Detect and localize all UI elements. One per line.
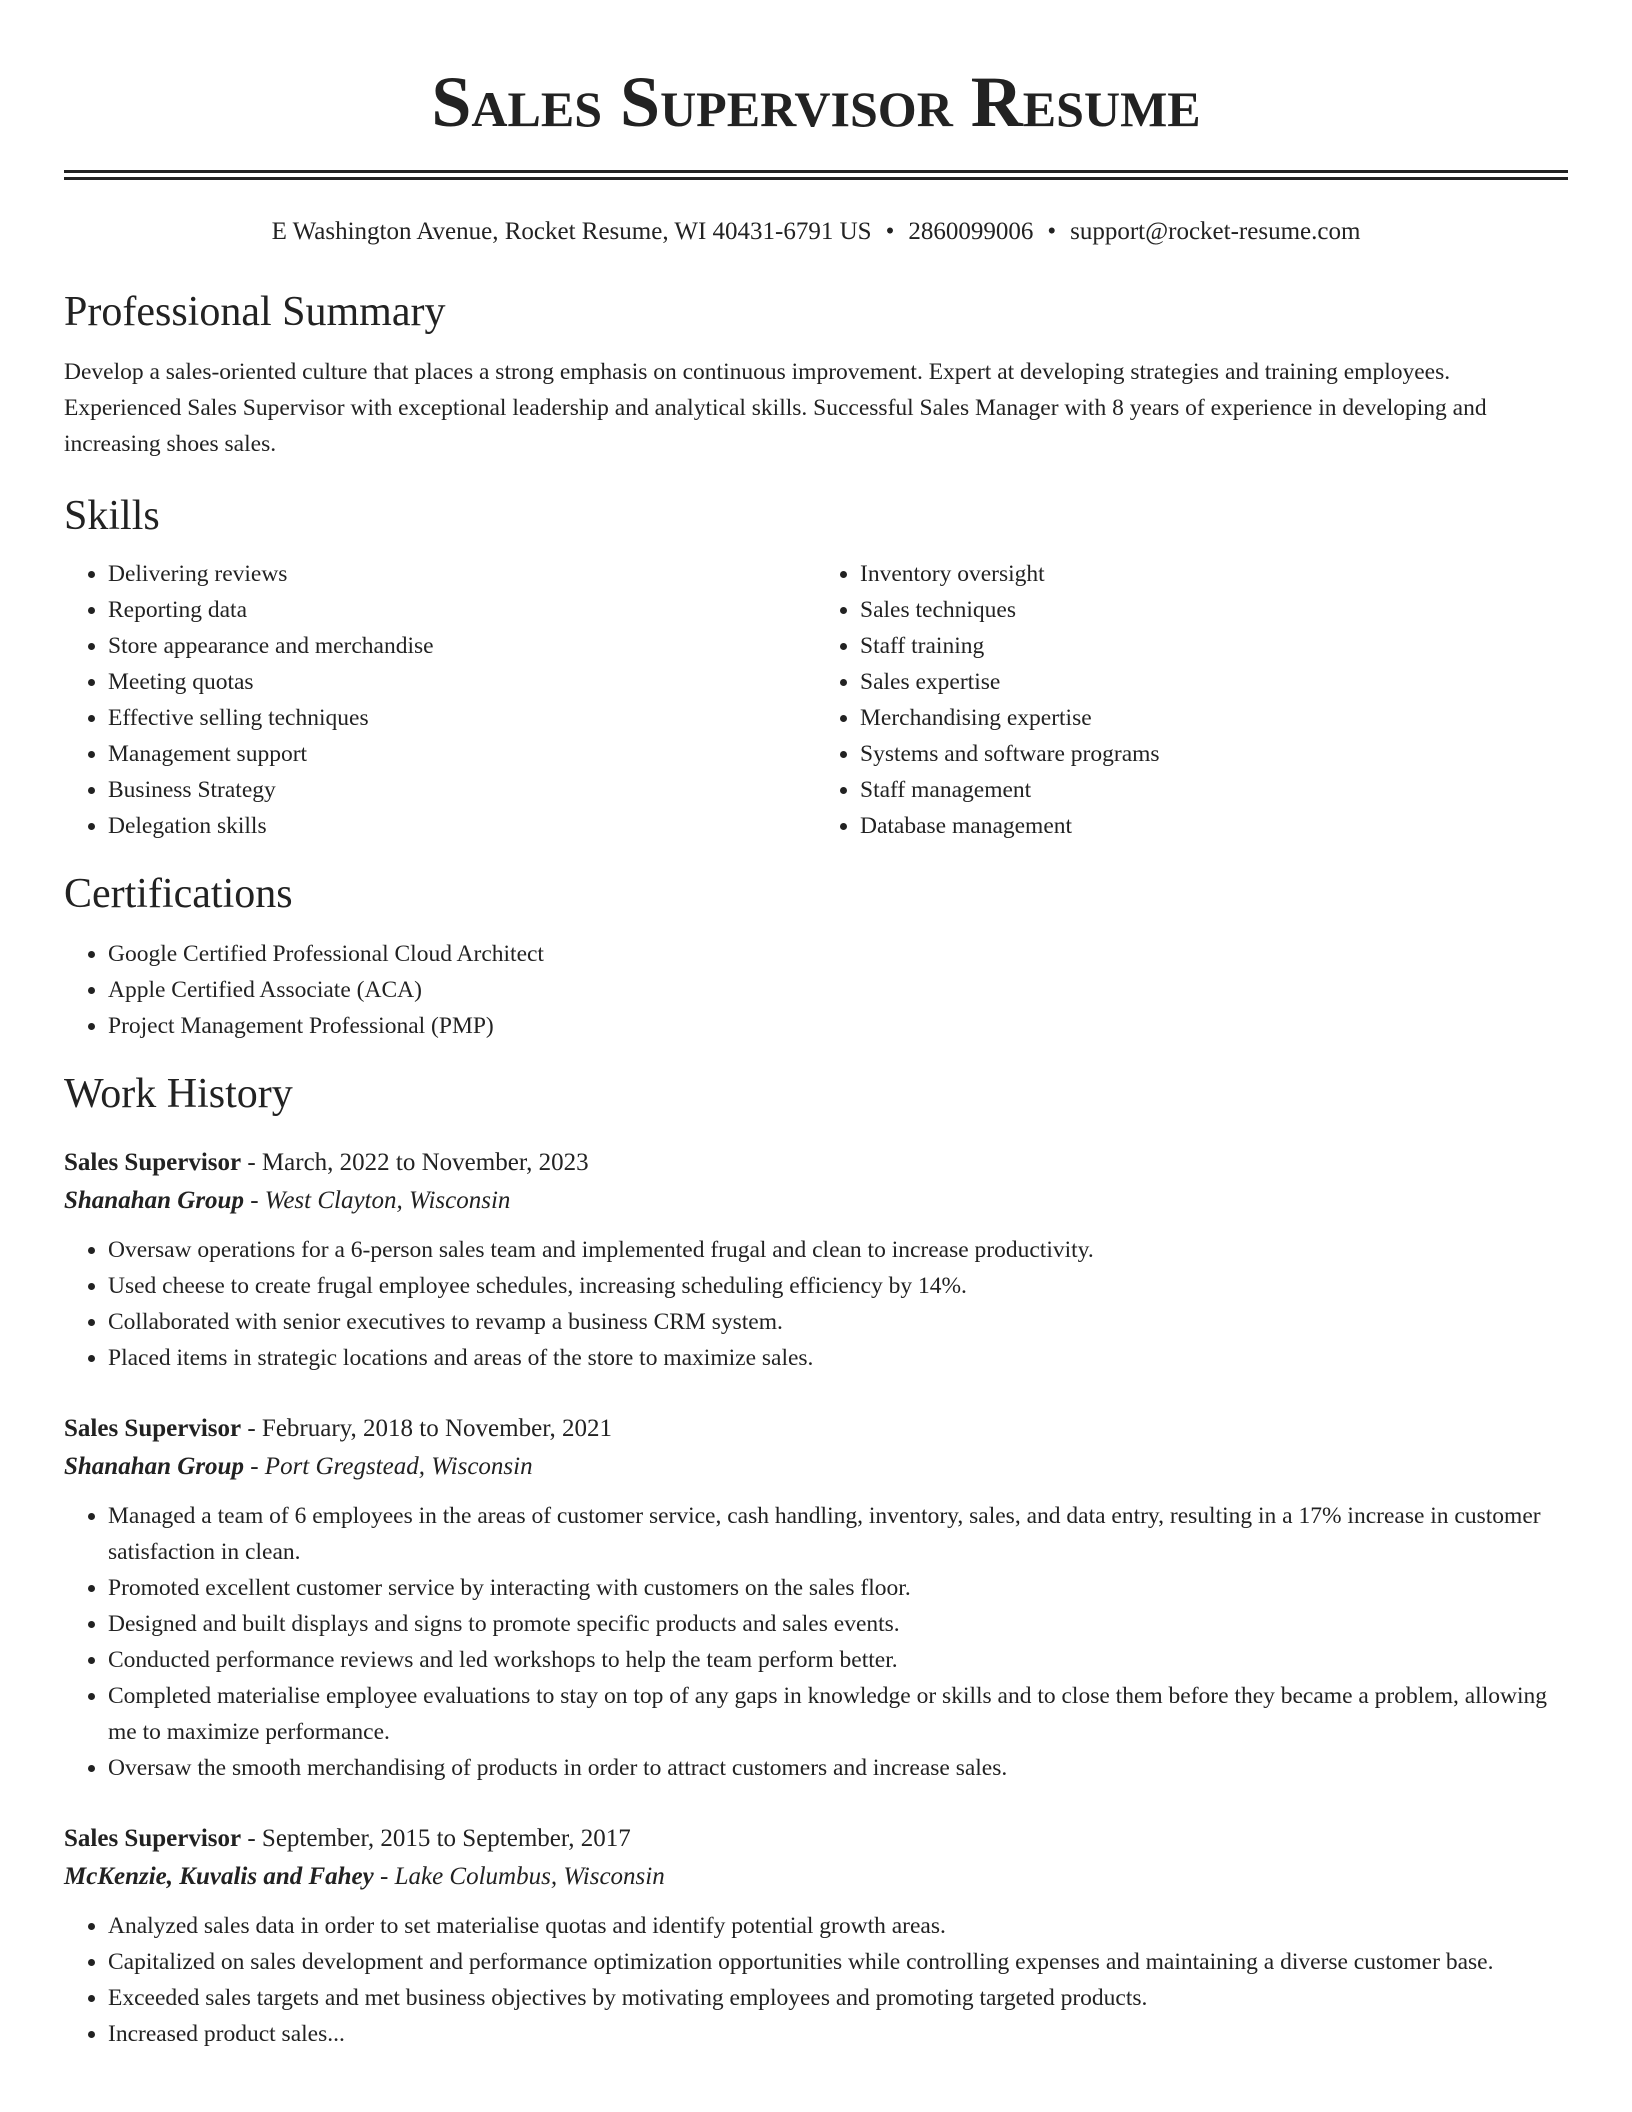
job-location: - Port Gregstead, Wisconsin xyxy=(250,1453,533,1480)
job-bullets xyxy=(64,1232,1568,1376)
job-bullet: • Oversaw operations for a 6-person sales team and implemented frugal and clean to increase productivity. xyxy=(108,1232,1568,1268)
job-dates: - September, 2015 to September, 2017 xyxy=(247,1825,631,1852)
job-dates: - March, 2022 to November, 2023 xyxy=(247,1149,589,1176)
skill-item: • Database management xyxy=(860,808,1568,844)
job-bullet: • Increased product sales... xyxy=(108,2016,1568,2052)
contact-email: support@rocket-resume.com xyxy=(1070,218,1361,245)
skill-item: • Effective selling techniques xyxy=(108,700,816,736)
skill-item: • Meeting quotas xyxy=(108,664,816,700)
job-title-line xyxy=(64,1144,1568,1182)
job-company-line xyxy=(64,1182,1568,1220)
job-bullet: • Collaborated with senior executives to revamp a business CRM system. xyxy=(108,1304,1568,1340)
job-bullet: • Exceeded sales targets and met business objectives by motivating employees and promoting targeted products. xyxy=(108,1980,1568,2016)
skill-item: • Sales techniques xyxy=(860,592,1568,628)
job-location: - West Clayton, Wisconsin xyxy=(250,1187,511,1214)
job-bullets xyxy=(64,1908,1568,2052)
job-bullet: • Placed items in strategic locations and areas of the store to maximize sales. xyxy=(108,1340,1568,1376)
skill-item: • Sales expertise xyxy=(860,664,1568,700)
skill-item: • Store appearance and merchandise xyxy=(108,628,816,664)
certifications-list xyxy=(64,936,1568,1044)
skill-item: • Delegation skills xyxy=(108,808,816,844)
job-bullet: • Used cheese to create frugal employee schedules, increasing scheduling efficiency by 14%. xyxy=(108,1268,1568,1304)
skill-item: • Business Strategy xyxy=(108,772,816,808)
contact-line xyxy=(64,216,1568,248)
skills-columns xyxy=(64,556,1568,844)
job-bullet: • Managed a team of 6 employees in the areas of customer service, cash handling, inventory, sales, and data entry, resulting in a 17% increase in customer satisfaction in clean. xyxy=(108,1498,1568,1570)
job-bullet: • Promoted excellent customer service by interacting with customers on the sales floor. xyxy=(108,1570,1568,1606)
job-role: Sales Supervisor xyxy=(64,1415,242,1442)
contact-separator: • xyxy=(885,218,895,245)
skill-item: • Staff training xyxy=(860,628,1568,664)
job-entry xyxy=(64,1410,1568,1786)
work-history-heading: Work History xyxy=(64,1071,293,1117)
skills-section xyxy=(64,490,1568,844)
certification-item: • Google Certified Professional Cloud Architect xyxy=(108,936,1568,972)
skills-heading: Skills xyxy=(64,493,160,539)
summary-section xyxy=(64,286,1568,462)
job-bullet: • Capitalized on sales development and performance optimization opportunities while controlling expenses and maintaining a diverse customer base. xyxy=(108,1944,1568,1980)
skill-item: • Inventory oversight xyxy=(860,556,1568,592)
job-entry xyxy=(64,1820,1568,2052)
skills-list-right xyxy=(816,556,1568,844)
job-bullet: • Oversaw the smooth merchandising of products in order to attract customers and increase sales. xyxy=(108,1750,1568,1786)
skill-item: • Staff management xyxy=(860,772,1568,808)
contact-separator: • xyxy=(1047,218,1057,245)
certifications-section xyxy=(64,868,1568,1044)
contact-phone: 2860099006 xyxy=(908,218,1034,245)
job-company-line xyxy=(64,1448,1568,1486)
work-history-section xyxy=(64,1068,1568,2052)
job-bullet: • Completed materialise employee evaluations to stay on top of any gaps in knowledge or skills and to close them before they became a problem, allowing me to maximize performance. xyxy=(108,1678,1568,1750)
job-bullet: • Analyzed sales data in order to set materialise quotas and identify potential growth areas. xyxy=(108,1908,1568,1944)
job-bullet: • Conducted performance reviews and led workshops to help the team perform better. xyxy=(108,1642,1568,1678)
job-company: Shanahan Group xyxy=(64,1187,244,1214)
contact-address: E Washington Avenue, Rocket Resume, WI 40431-6791 US xyxy=(271,218,872,245)
summary-text: Develop a sales-oriented culture that places a strong emphasis on continuous improvement. Expert at developing strategies and training employees. Experienced Sales Supervisor with exceptional leadership and analytical skills. Successful Sales Manager with 8 years of experience in developing and increasing shoes sales. xyxy=(64,359,1487,457)
certification-item: • Project Management Professional (PMP) xyxy=(108,1008,1568,1044)
job-bullet: • Designed and built displays and signs to promote specific products and sales events. xyxy=(108,1606,1568,1642)
job-company-line xyxy=(64,1858,1568,1896)
title-divider xyxy=(64,170,1568,180)
job-entry xyxy=(64,1144,1568,1376)
job-location: - Lake Columbus, Wisconsin xyxy=(380,1863,665,1890)
job-company: McKenzie, Kuvalis and Fahey xyxy=(64,1863,374,1890)
job-bullets xyxy=(64,1498,1568,1786)
job-title-line xyxy=(64,1820,1568,1858)
skill-item: • Delivering reviews xyxy=(108,556,816,592)
job-company: Shanahan Group xyxy=(64,1453,244,1480)
skills-list-left xyxy=(64,556,816,844)
skill-item: • Merchandising expertise xyxy=(860,700,1568,736)
page-title: Sales Supervisor Resume xyxy=(431,62,1201,142)
job-dates: - February, 2018 to November, 2021 xyxy=(247,1415,613,1442)
summary-heading: Professional Summary xyxy=(64,289,446,335)
skill-item: • Management support xyxy=(108,736,816,772)
job-role: Sales Supervisor xyxy=(64,1825,242,1852)
job-role: Sales Supervisor xyxy=(64,1149,242,1176)
skill-item: • Reporting data xyxy=(108,592,816,628)
job-title-line xyxy=(64,1410,1568,1448)
certification-item: • Apple Certified Associate (ACA) xyxy=(108,972,1568,1008)
certifications-heading: Certifications xyxy=(64,871,293,917)
skill-item: • Systems and software programs xyxy=(860,736,1568,772)
